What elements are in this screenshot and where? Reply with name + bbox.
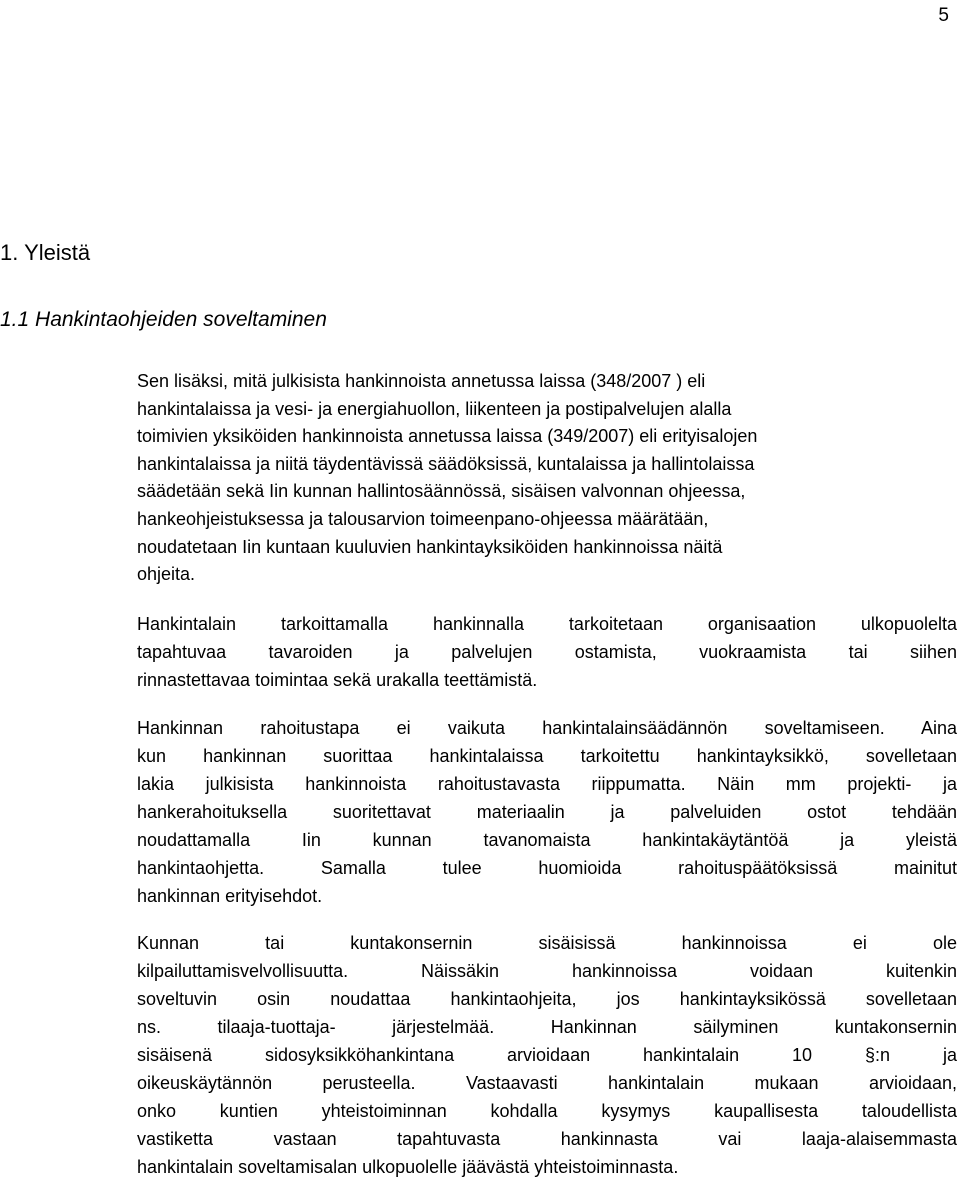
text-line: hankeohjeistuksessa ja talousarvion toimeenpano-ohjeessa määrätään, <box>137 508 709 529</box>
text-line: noudattamalla Iin kunnan tavanomaista hankintakäytäntöä ja yleistä <box>137 830 957 850</box>
subsection-heading: 1.1 Hankintaohjeiden soveltaminen <box>0 308 327 331</box>
text-line: vastiketta vastaan tapahtuvasta hankinnasta vai laaja-alaisemmasta <box>137 1129 957 1149</box>
text-line: hankinnan erityisehdot. <box>137 886 323 906</box>
page-number: 5 <box>938 5 949 26</box>
text-line: sisäisenä sidosyksikköhankintana arvioidaan hankintalain 10 §:n ja <box>137 1045 957 1065</box>
text-line: Sen lisäksi, mitä julkisista hankinnoista annetussa laissa (348/2007 ) eli <box>137 371 706 391</box>
text-line: toimivien yksiköiden hankinnoista annetussa laissa (349/2007) eli erityisalojen <box>137 426 758 447</box>
text-line: Hankinnan rahoitustapa ei vaikuta hankintalainsäädännön soveltamiseen. Aina <box>137 718 957 738</box>
text-line: kun hankinnan suorittaa hankintalaissa tarkoitettu hankintayksikkö, sovelletaan <box>137 746 957 766</box>
text-line: tapahtuvaa tavaroiden ja palvelujen ostamista, vuokraamista tai siihen <box>137 642 957 662</box>
text-line: noudatetaan Iin kuntaan kuuluvien hankintayksiköiden hankinnoissa näitä <box>137 536 723 557</box>
paragraph-internal-procurement <box>137 929 957 1181</box>
text-line: ns. tilaaja-tuottaja- järjestelmää. Hankinnan säilyminen kuntakonsernin <box>137 1017 957 1037</box>
text-line: onko kuntien yhteistoiminnan kohdalla kysymys kaupallisesta taloudellista <box>137 1101 957 1121</box>
section-heading: 1. Yleistä <box>0 240 91 265</box>
paragraph-funding <box>137 714 957 910</box>
text-line: hankintaohjetta. Samalla tulee huomioida rahoituspäätöksissä mainitut <box>137 858 957 878</box>
text-line: hankerahoituksella suoritettavat materiaalin ja palveluiden ostot tehdään <box>137 802 957 822</box>
text-line: hankintalaissa ja vesi- ja energiahuollon, liikenteen ja postipalvelujen alalla <box>137 398 732 419</box>
text-line: oikeuskäytännön perusteella. Vastaavasti hankintalain mukaan arvioidaan, <box>137 1073 957 1093</box>
paragraph-definition <box>137 610 957 694</box>
text-line: Kunnan tai kuntakonsernin sisäisissä hankinnoissa ei ole <box>137 933 957 953</box>
paragraph-scope <box>137 368 957 589</box>
text-line: säädetään sekä Iin kunnan hallintosäännössä, sisäisen valvonnan ohjeessa, <box>137 481 746 502</box>
text-line: lakia julkisista hankinnoista rahoitustavasta riippumatta. Näin mm projekti- ja <box>137 774 957 794</box>
text-line: rinnastettavaa toimintaa sekä urakalla teettämistä. <box>137 670 538 690</box>
text-line: Hankintalain tarkoittamalla hankinnalla tarkoitetaan organisaation ulkopuolelta <box>137 614 957 634</box>
text-line: hankintalain soveltamisalan ulkopuolelle jäävästä yhteistoiminnasta. <box>137 1157 679 1177</box>
text-line: kilpailuttamisvelvollisuutta. Näissäkin hankinnoissa voidaan kuitenkin <box>137 961 957 981</box>
text-line: ohjeita. <box>137 564 196 585</box>
text-line: hankintalaissa ja niitä täydentävissä säädöksissä, kuntalaissa ja hallintolaissa <box>137 453 755 474</box>
text-line: soveltuvin osin noudattaa hankintaohjeita, jos hankintayksikössä sovelletaan <box>137 989 957 1009</box>
